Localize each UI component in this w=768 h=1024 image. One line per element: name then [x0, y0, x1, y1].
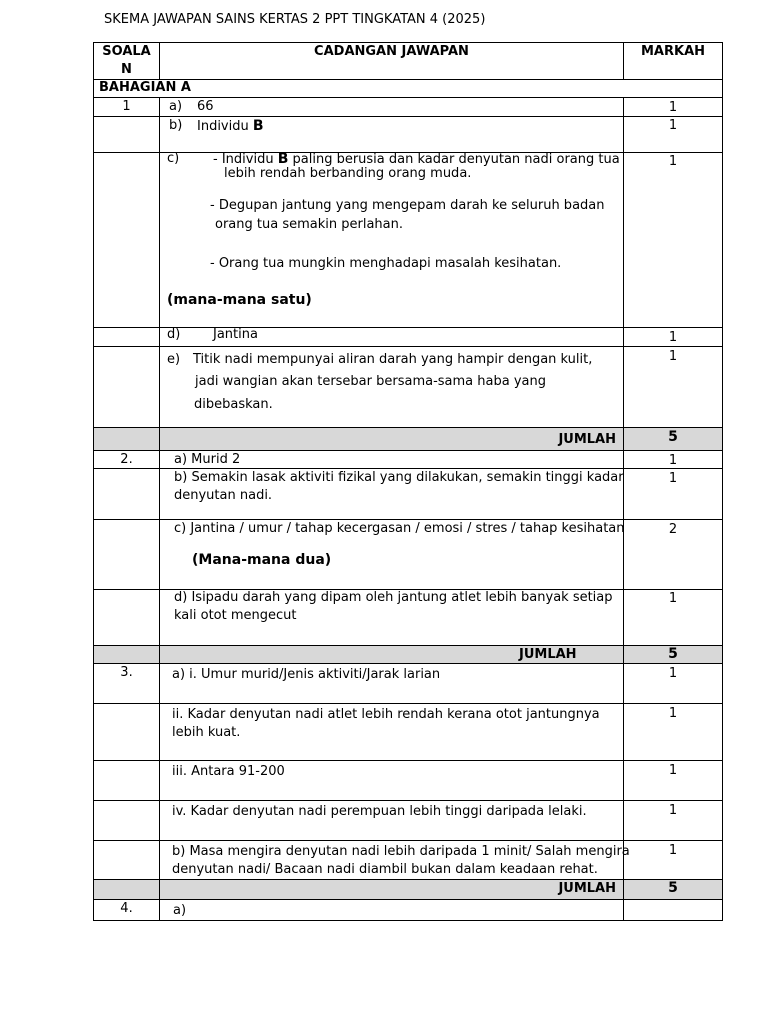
- question-number-1: 1: [122, 99, 131, 114]
- q1e-line3: dibebaskan.: [194, 397, 273, 412]
- question-number-4: 4.: [120, 901, 133, 916]
- q3a-iv-mark: 1: [668, 803, 678, 818]
- q3-total-mark: 5: [668, 880, 678, 896]
- q3a-ii-line2: lebih kuat.: [172, 725, 241, 740]
- section-label: BAHAGIAN A: [99, 80, 191, 95]
- table-rule: [93, 800, 723, 801]
- q2b-mark: 1: [668, 471, 678, 486]
- table-rule: [93, 327, 723, 328]
- q2a-answer: a) Murid 2: [174, 452, 241, 467]
- q3a-ii-line1: ii. Kadar denyutan nadi atlet lebih rendah kerana otot jantungnya: [172, 707, 600, 722]
- q1e-line1: Titik nadi mempunyai aliran darah yang hampir dengan kulit,: [193, 352, 593, 367]
- q1b-mark: 1: [668, 118, 678, 133]
- table-rule: [93, 116, 723, 117]
- q3a-iii: iii. Antara 91-200: [172, 764, 285, 779]
- table-border-right: [722, 42, 723, 921]
- q1e-mark: 1: [668, 349, 678, 364]
- q1c-note: (mana-mana satu): [167, 292, 312, 308]
- q1c-mark: 1: [668, 154, 678, 169]
- q1a-answer: 66: [197, 99, 214, 114]
- question-number-2: 2.: [120, 452, 133, 467]
- q1a-mark: 1: [668, 100, 678, 115]
- q2c-answer: c) Jantina / umur / tahap kecergasan / emosi / stres / tahap kesihatan: [174, 521, 625, 536]
- q1d-answer: Jantina: [213, 327, 258, 342]
- table-rule: [93, 427, 723, 428]
- column-divider: [159, 97, 160, 921]
- q3a-iii-mark: 1: [668, 763, 678, 778]
- q2-total-label: JUMLAH: [519, 647, 577, 662]
- q1c-line4: orang tua semakin perlahan.: [215, 217, 403, 232]
- column-divider: [623, 97, 624, 921]
- q3a-i-mark: 1: [668, 666, 678, 681]
- q3-total-label: JUMLAH: [558, 881, 616, 896]
- q1e-label: e): [167, 352, 181, 367]
- table-rule: [93, 840, 723, 841]
- q1d-label: d): [167, 327, 181, 342]
- q3b-line1: b) Masa mengira denyutan nadi lebih daripada 1 minit/ Salah mengira: [172, 844, 630, 859]
- table-rule: [93, 519, 723, 520]
- q2d-mark: 1: [668, 591, 678, 606]
- q1d-mark: 1: [668, 330, 678, 345]
- q1b-answer-bold: B: [252, 118, 264, 134]
- q3a-ii-mark: 1: [668, 706, 678, 721]
- q2b-line2: denyutan nadi.: [174, 488, 273, 503]
- q3b-mark: 1: [668, 843, 678, 858]
- q4a-label: a): [173, 903, 187, 918]
- q1c-line2: lebih rendah berbanding orang muda.: [224, 166, 472, 181]
- table-rule: [93, 663, 723, 664]
- q3a-iv: iv. Kadar denyutan nadi perempuan lebih tinggi daripada lelaki.: [172, 804, 587, 819]
- header-soalan-line1: SOALA: [102, 44, 151, 59]
- q1-total-mark: 5: [668, 429, 678, 445]
- q1c-line1-bold: B: [277, 151, 289, 167]
- q2d-line1: d) Isipadu darah yang dipam oleh jantung atlet lebih banyak setiap: [174, 590, 613, 605]
- q1a-label: a): [169, 99, 183, 114]
- q1c-line5: - Orang tua mungkin menghadapi masalah kesihatan.: [210, 256, 562, 271]
- table-border-top: [93, 42, 723, 43]
- q1-total-label: JUMLAH: [558, 432, 616, 447]
- q3b-line2: denyutan nadi/ Bacaan nadi diambil bukan dalam keadaan rehat.: [172, 862, 598, 877]
- q2-total-mark: 5: [668, 646, 678, 662]
- q2d-line2: kali otot mengecut: [174, 608, 297, 623]
- q2c-mark: 2: [668, 522, 678, 537]
- table-rule: [93, 346, 723, 347]
- q2a-mark: 1: [668, 453, 678, 468]
- q1b-answer-text: Individu: [197, 119, 253, 134]
- table-rule: [93, 450, 723, 451]
- table-border-left: [93, 42, 94, 921]
- table-rule: [93, 760, 723, 761]
- q1e-line2: jadi wangian akan tersebar bersama-sama haba yang: [195, 374, 546, 389]
- q1b-answer: [197, 118, 264, 135]
- table-border-bottom: [93, 920, 723, 921]
- q2c-note: (Mana-mana dua): [192, 552, 332, 568]
- document-title: SKEMA JAWAPAN SAINS KERTAS 2 PPT TINGKATAN 4 (2025): [104, 12, 486, 27]
- table-rule: [93, 899, 723, 900]
- header-cadangan-jawapan: CADANGAN JAWAPAN: [314, 44, 469, 59]
- header-markah: MARKAH: [640, 44, 706, 59]
- q2b-line1: b) Semakin lasak aktiviti fizikal yang dilakukan, semakin tinggi kadar: [174, 470, 624, 485]
- q1c-line1-rest: paling berusia dan kadar denyutan nadi orang tua: [288, 152, 620, 167]
- q3a-i: a) i. Umur murid/Jenis aktiviti/Jarak larian: [172, 667, 441, 682]
- q1c-line1-text: - Individu: [213, 152, 278, 167]
- table-rule: [93, 703, 723, 704]
- header-soalan-line2: N: [121, 62, 132, 77]
- q1c-line3: - Degupan jantung yang mengepam darah ke seluruh badan: [210, 198, 605, 213]
- table-rule: [93, 97, 723, 98]
- q1c-label: c): [167, 151, 180, 166]
- question-number-3: 3.: [120, 665, 133, 680]
- q1b-label: b): [169, 118, 183, 133]
